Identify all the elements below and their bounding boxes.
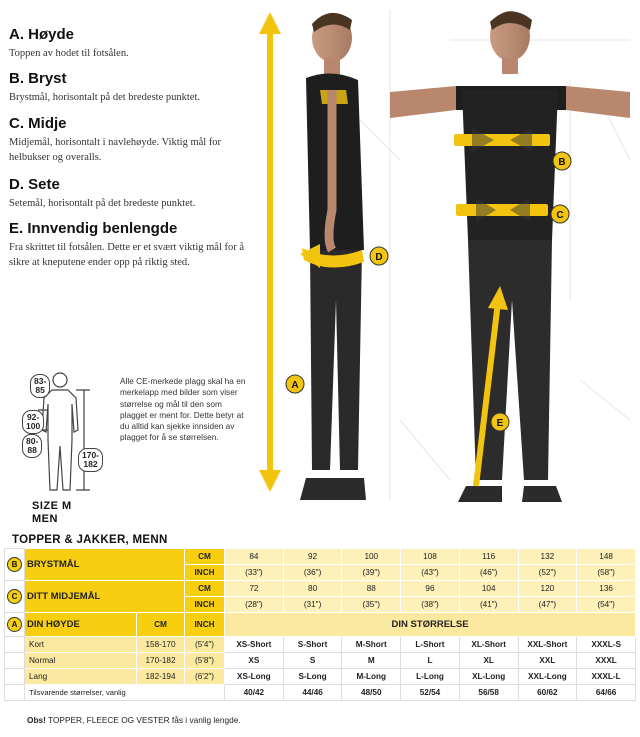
table-row	[5, 669, 636, 685]
height-label: DIN HØYDE	[25, 613, 137, 637]
normal-size-cell: 44/46	[283, 685, 342, 701]
measurement-d-text: Setemål, horisontalt på det bredeste punktet.	[9, 198, 196, 209]
chest-inch-2: (39")	[342, 565, 401, 581]
size-table	[4, 548, 636, 701]
size-cell: M-Short	[342, 637, 401, 653]
size-cell: XXXL	[577, 653, 636, 669]
size-header: DIN STØRRELSE	[225, 613, 636, 637]
arrow-a	[259, 12, 304, 492]
normal-size-cell: 60/62	[518, 685, 577, 701]
waist-cm-2: 88	[342, 581, 401, 597]
measurement-e-text: Fra skrittet til fotsålen. Dette er et svært viktig mål for å sikre at kneputene ender opp på riktig sted.	[9, 242, 245, 268]
chest-cm-4: 116	[459, 549, 518, 565]
table-row	[5, 581, 636, 597]
chest-cm-5: 132	[518, 549, 577, 565]
waist-cm-4: 104	[459, 581, 518, 597]
size-cell: L	[401, 653, 460, 669]
measurement-d	[9, 176, 249, 211]
size-cell: XS-Long	[225, 669, 284, 685]
measurement-b-text: Brystmål, horisontalt på det bredeste punktet.	[9, 92, 200, 103]
chest-inch-3: (43")	[401, 565, 460, 581]
chest-inch-unit: INCH	[185, 565, 225, 581]
height-row-cm: 158-170	[137, 637, 185, 653]
table-row	[5, 613, 636, 637]
measurement-a-title: A. Høyde	[9, 26, 75, 43]
height-row-inch: (6'2")	[185, 669, 225, 685]
waist-label: DITT MIDJEMÅL	[25, 581, 185, 613]
height-marker: A	[5, 613, 25, 637]
chest-inch-1: (36")	[283, 565, 342, 581]
normal-size-cell: 56/58	[459, 685, 518, 701]
ce-note: Alle CE-merkede plagg skal ha en merkelapp med bilder som viser størrelse og mål til den som plagget er ment for. Dette betyr at du alltid kan sjekke innsiden av plagget for å se størrelsen.	[120, 376, 246, 443]
waist-inch-1: (31")	[283, 597, 342, 613]
normal-sizes-label: Tilsvarende størrelser, vanlig	[25, 685, 225, 701]
height-row-name: Lang	[25, 669, 137, 685]
chest-cm-3: 108	[401, 549, 460, 565]
waist-cm-3: 96	[401, 581, 460, 597]
height-row-inch: (5'4")	[185, 637, 225, 653]
waist-inch-2: (35")	[342, 597, 401, 613]
measurement-c-title: C. Midje	[9, 115, 67, 132]
chest-inch-6: (58")	[577, 565, 636, 581]
table-row	[5, 549, 636, 565]
waist-inch-5: (47")	[518, 597, 577, 613]
size-cell: XXL	[518, 653, 577, 669]
marker-e-label: E	[496, 418, 504, 429]
height-row-name: Kort	[25, 637, 137, 653]
measurement-c-text: Midjemål, horisontalt i navlehøyde. Viktig mål for helbukser og overalls.	[9, 137, 222, 163]
size-cell: S	[283, 653, 342, 669]
size-cell: XXL-Short	[518, 637, 577, 653]
chest-inch-0: (33")	[225, 565, 284, 581]
waist-cm-unit: CM	[185, 581, 225, 597]
measurement-d-title: D. Sete	[9, 176, 60, 193]
obs-text: TOPPER, FLEECE OG VESTER fås i vanlig lengde.	[48, 715, 241, 725]
marker-d-label: D	[375, 252, 383, 263]
sketch-size-line1: SIZE M	[32, 500, 72, 512]
chest-cm-unit: CM	[185, 549, 225, 565]
chest-marker: B	[5, 549, 25, 581]
measurement-figures	[240, 0, 640, 540]
normal-size-cell: 40/42	[225, 685, 284, 701]
normal-size-cell: 52/54	[401, 685, 460, 701]
waist-cm-5: 120	[518, 581, 577, 597]
measurement-a	[9, 26, 249, 61]
normal-size-cell: 64/66	[577, 685, 636, 701]
table-row	[5, 637, 636, 653]
measurement-c	[9, 115, 249, 165]
measurement-a-text: Toppen av hodet til fotsålen.	[9, 48, 129, 59]
height-inch-unit: INCH	[185, 613, 225, 637]
measurement-e	[9, 220, 249, 270]
measurement-b	[9, 70, 249, 105]
chest-cm-0: 84	[225, 549, 284, 565]
height-row-cm: 170-182	[137, 653, 185, 669]
size-cell: L-Short	[401, 637, 460, 653]
waist-inch-6: (54")	[577, 597, 636, 613]
marker-c-label: C	[556, 210, 564, 221]
chest-cm-2: 100	[342, 549, 401, 565]
waist-inch-unit: INCH	[185, 597, 225, 613]
size-cell: XXXL-L	[577, 669, 636, 685]
height-row-inch: (5'8")	[185, 653, 225, 669]
normal-size-cell: 48/50	[342, 685, 401, 701]
sketch-waist-label: 80- 88	[22, 434, 42, 458]
size-cell: XL-Short	[459, 637, 518, 653]
sketch-height-label: 170- 182	[78, 448, 103, 472]
size-cell: L-Long	[401, 669, 460, 685]
waist-inch-3: (38")	[401, 597, 460, 613]
chest-label: BRYSTMÅL	[25, 549, 185, 581]
sketch-size-line2: MEN	[32, 513, 58, 525]
waist-cm-6: 136	[577, 581, 636, 597]
chest-cm-6: 148	[577, 549, 636, 565]
size-cell: S-Short	[283, 637, 342, 653]
front-figure	[390, 11, 630, 502]
marker-a-label: A	[291, 380, 299, 391]
chest-cm-1: 92	[283, 549, 342, 565]
size-cell: S-Long	[283, 669, 342, 685]
sketch-size-label	[32, 500, 72, 526]
waist-cm-0: 72	[225, 581, 284, 597]
waist-inch-0: (28")	[225, 597, 284, 613]
table-row	[5, 685, 636, 701]
waist-marker: C	[5, 581, 25, 613]
measurement-e-title: E. Innvendig benlengde	[9, 220, 178, 237]
obs-bold: Obs!	[27, 715, 46, 725]
size-cell: XS	[225, 653, 284, 669]
height-cm-unit: CM	[137, 613, 185, 637]
height-row-name: Normal	[25, 653, 137, 669]
obs-note	[27, 715, 241, 725]
measurement-b-title: B. Bryst	[9, 70, 67, 87]
size-cell: M	[342, 653, 401, 669]
size-cell: M-Long	[342, 669, 401, 685]
marker-b-label: B	[558, 157, 566, 168]
size-cell: XS-Short	[225, 637, 284, 653]
chest-inch-5: (52")	[518, 565, 577, 581]
table-row	[5, 653, 636, 669]
waist-cm-1: 80	[283, 581, 342, 597]
size-cell: XL	[459, 653, 518, 669]
sketch-chest-label: 83- 85	[30, 374, 50, 398]
size-cell: XXXL-S	[577, 637, 636, 653]
chest-inch-4: (46")	[459, 565, 518, 581]
height-row-cm: 182-194	[137, 669, 185, 685]
sketch-hip-label: 92- 100	[22, 410, 44, 434]
table-title: TOPPER & JAKKER, MENN	[12, 534, 168, 546]
waist-inch-4: (41")	[459, 597, 518, 613]
size-cell: XL-Long	[459, 669, 518, 685]
size-cell: XXL-Long	[518, 669, 577, 685]
